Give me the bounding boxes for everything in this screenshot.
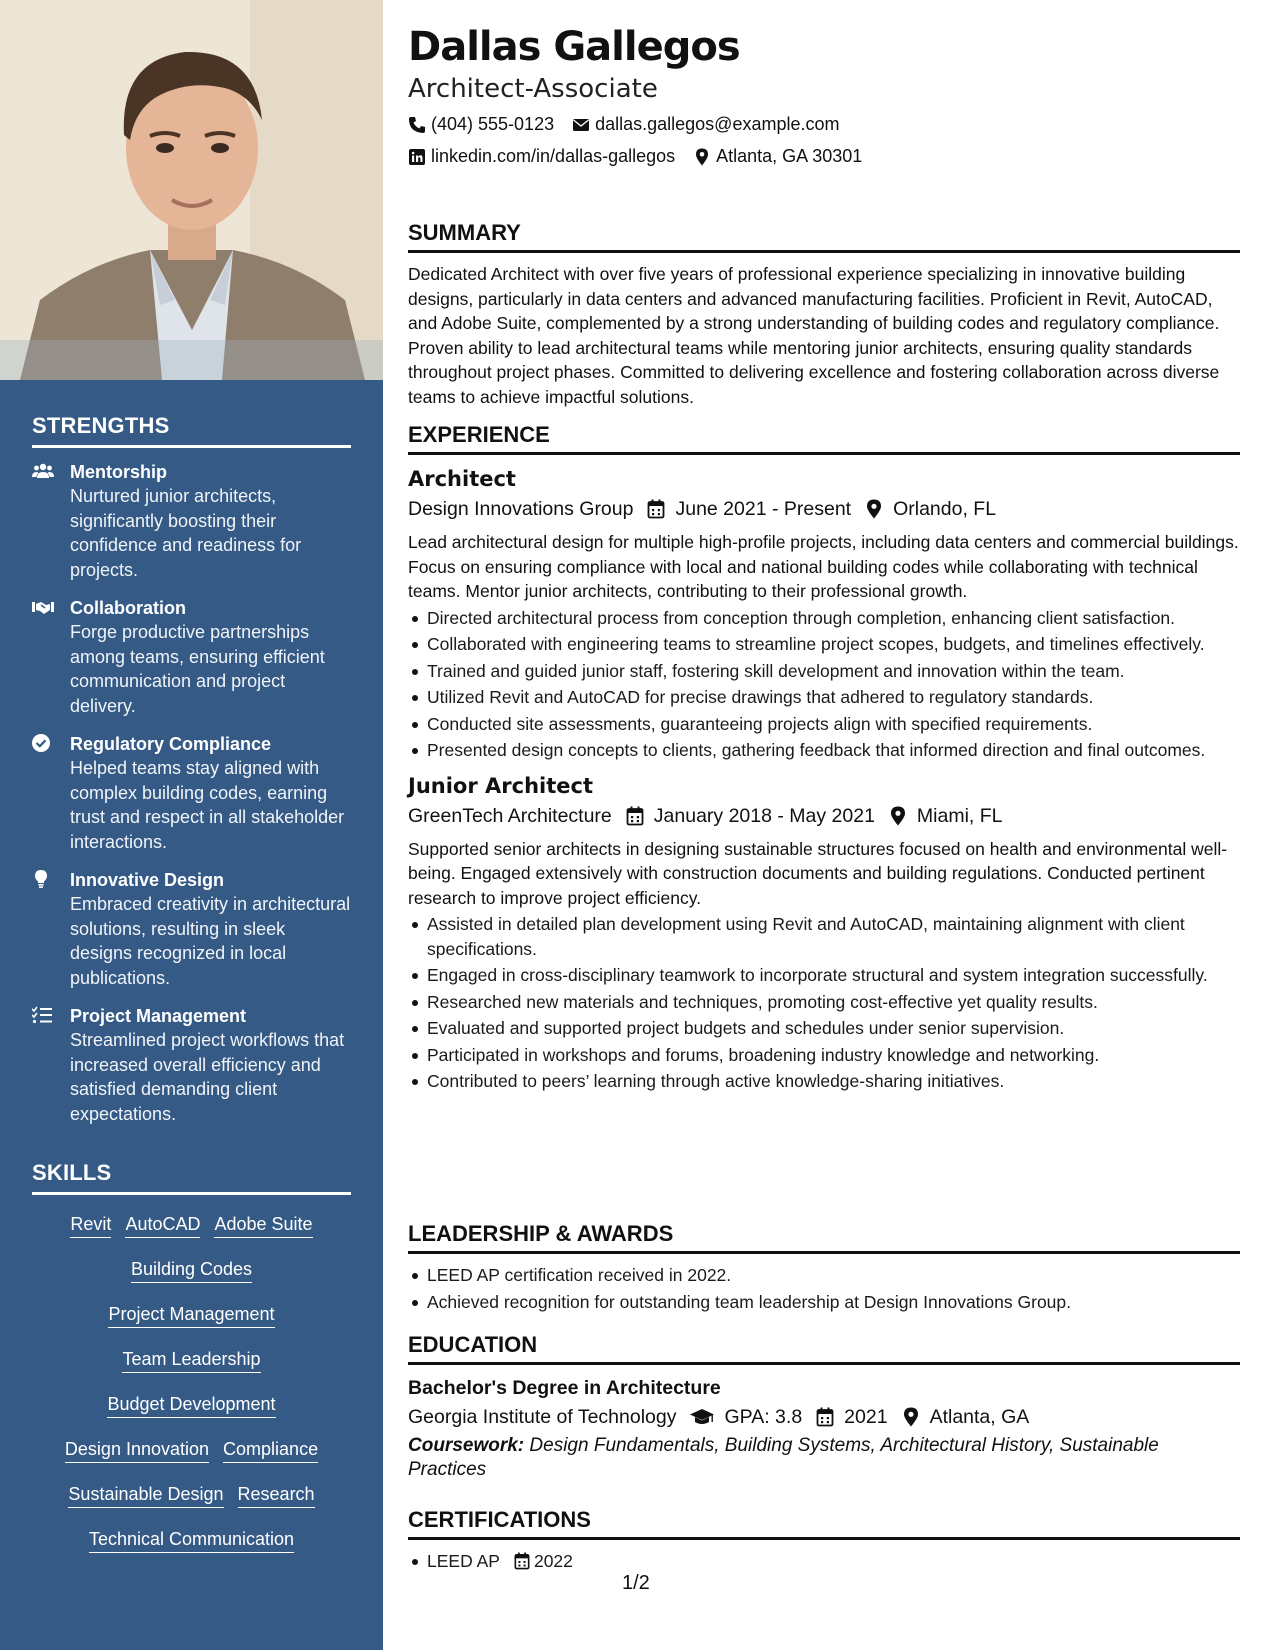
graduation-cap-icon (690, 1407, 714, 1427)
list-item: Collaborated with engineering teams to streamline project scopes, budgets, and timelines effectively. (408, 632, 1240, 657)
list-item: Researched new materials and techniques, promoting cost-effective yet quality results. (408, 990, 1240, 1015)
job-description: Lead architectural design for multiple high-profile projects, including data centers and commercial buildings. Focus on ensuring compliance with local and national building codes while collaborating with technical teams. Mentor junior architects, contributing to their professional growth. (408, 532, 1239, 601)
map-pin-icon (865, 499, 883, 519)
map-pin-icon (902, 1407, 920, 1427)
skill-tag: Compliance (223, 1436, 318, 1463)
skills-heading: SKILLS (32, 1160, 351, 1195)
skill-tag: Design Innovation (65, 1436, 209, 1463)
strengths-section (32, 413, 351, 1140)
certification-name: LEED AP (427, 1551, 500, 1571)
job-dates: January 2018 - May 2021 (653, 804, 875, 827)
skill-tag: Team Leadership (122, 1346, 260, 1373)
skill-tag: Sustainable Design (68, 1481, 223, 1508)
leadership-list (408, 1263, 1240, 1314)
users-icon (32, 460, 70, 582)
check-circle-icon (32, 732, 70, 854)
strength-item (32, 732, 351, 854)
job-meta (408, 494, 1240, 524)
strength-title: Collaboration (70, 598, 186, 618)
strength-title: Innovative Design (70, 870, 225, 890)
gpa-text: GPA: 3.8 (724, 1406, 803, 1428)
certifications-list (408, 1549, 1240, 1574)
skill-tag: Technical Communication (89, 1526, 294, 1553)
skill-tag: AutoCAD (125, 1211, 200, 1238)
strength-item (32, 460, 351, 582)
job-location-group (889, 801, 1003, 831)
job-bullets (408, 606, 1240, 763)
skill-tag: Research (238, 1481, 315, 1508)
list-item: Assisted in detailed plan development using Revit and AutoCAD, maintaining alignment with client specifications. (408, 912, 1240, 961)
skills-section (32, 1160, 351, 1571)
degree-title: Bachelor's Degree in Architecture (408, 1377, 721, 1399)
strength-description: Forge productive partnerships among teams, ensuring efficient communication and project delivery. (70, 622, 325, 716)
strength-description: Embraced creativity in architectural solutions, resulting in sleek designs recognized in local publications. (70, 894, 351, 988)
contact-phone (408, 114, 554, 135)
job-description: Supported senior architects in designing sustainable structures focused on health and environmental well-being. Engaged extensively with construction documents and building regulations. Conducted pertinent research to improve project efficiency. (408, 838, 1228, 908)
strength-title: Mentorship (70, 462, 167, 482)
list-item: Trained and guided junior staff, fostering skill development and innovation within the team. (408, 659, 1240, 684)
certification-year: 2022 (533, 1551, 573, 1571)
profile-photo (0, 0, 383, 380)
contact-row (408, 114, 858, 135)
skill-tag: Budget Development (107, 1391, 275, 1418)
job-location-group (865, 494, 996, 524)
job-bullets (408, 912, 1240, 1094)
job-dates-group (647, 494, 851, 524)
gpa-group (690, 1402, 802, 1432)
strengths-heading: STRENGTHS (32, 413, 351, 448)
linkedin-icon (408, 148, 426, 166)
skill-tag: Adobe Suite (214, 1211, 312, 1238)
lightbulb-icon (32, 868, 70, 990)
education-year: 2021 (844, 1406, 888, 1428)
education-year-group (816, 1402, 887, 1432)
skill-tag: Project Management (108, 1301, 274, 1328)
location-text: Atlanta, GA 30301 (716, 146, 863, 166)
job-location: Miami, FL (916, 804, 1003, 827)
summary-heading: SUMMARY (408, 220, 1240, 253)
list-item: Engaged in cross-disciplinary teamwork to incorporate structural and system integration successfully. (408, 963, 1240, 988)
job-dates: June 2021 - Present (675, 498, 852, 520)
envelope-icon (572, 116, 590, 134)
contact-linkedin[interactable] (408, 146, 675, 167)
experience-section (408, 422, 1240, 1096)
list-item: Evaluated and supported project budgets and schedules under senior supervision. (408, 1016, 1240, 1041)
strength-description: Helped teams stay aligned with complex building codes, earning trust and respect in all stakeholder interactions. (70, 758, 345, 852)
job-meta (408, 801, 1240, 831)
linkedin-text[interactable]: linkedin.com/in/dallas-gallegos (431, 146, 676, 166)
portrait-illustration (0, 0, 383, 380)
job-entry (408, 771, 1240, 1094)
list-item: LEED AP certification received in 2022. (408, 1263, 1240, 1288)
coursework-text: Design Fundamentals, Building Systems, Architectural History, Sustainable Practices (408, 1435, 1159, 1480)
strength-item (32, 596, 351, 718)
leadership-section (408, 1221, 1240, 1316)
education-location-group (902, 1402, 1030, 1432)
job-title: Architect (408, 467, 516, 491)
page-number: 1/2 (622, 1572, 650, 1594)
list-item: Directed architectural process from conception through completion, enhancing client satisfaction. (408, 606, 1240, 631)
sidebar (0, 0, 383, 1650)
candidate-title: Architect-Associate (408, 74, 658, 104)
contact-email[interactable] (572, 114, 839, 135)
strength-description: Nurtured junior architects, significantly boosting their confidence and readiness for projects. (70, 486, 302, 580)
contact-location (693, 146, 862, 167)
calendar-icon (514, 1552, 530, 1570)
summary-section (408, 220, 1240, 409)
calendar-icon (647, 499, 665, 519)
job-title: Junior Architect (408, 773, 593, 798)
certifications-section (408, 1507, 1240, 1576)
job-dates-group (626, 801, 875, 831)
calendar-icon (816, 1407, 834, 1427)
email-text[interactable]: dallas.gallegos@example.com (595, 114, 840, 134)
list-check-icon (32, 1004, 70, 1126)
education-meta (408, 1402, 1240, 1432)
map-pin-icon (693, 148, 711, 166)
coursework-label: Coursework: (408, 1435, 525, 1456)
skill-tag: Revit (70, 1211, 111, 1238)
leadership-heading: LEADERSHIP & AWARDS (408, 1221, 1240, 1254)
skill-tag: Building Codes (131, 1256, 252, 1283)
skills-list (32, 1211, 351, 1557)
strength-item (32, 868, 351, 990)
job-company: Design Innovations Group (408, 498, 634, 520)
list-item: Utilized Revit and AutoCAD for precise drawings that adhered to regulatory standards. (408, 685, 1240, 710)
summary-text: Dedicated Architect with over five years of professional experience specializing in innovative building designs, particularly in data centers and advanced manufacturing facilities. Proficient in Revit, AutoCAD, and Adobe Suite, complemented by a strong understanding of building codes and regulatory compliance. Proven ability to lead architectural teams while mentoring junior architects, ensuring quality standards throughout project phases. Committed to delivering excellence and fostering collaboration across diverse teams to achieve impactful solutions. (408, 264, 1220, 407)
list-item: Conducted site assessments, guaranteeing projects align with specified requirements. (408, 712, 1240, 737)
calendar-icon (626, 806, 644, 826)
list-item: Participated in workshops and forums, broadening industry knowledge and networking. (408, 1043, 1240, 1068)
contact-row (408, 146, 880, 167)
job-location: Orlando, FL (893, 498, 997, 520)
list-item: Presented design concepts to clients, gathering feedback that informed direction and final outcomes. (408, 738, 1240, 763)
school-name: Georgia Institute of Technology (408, 1406, 677, 1428)
strength-title: Regulatory Compliance (70, 734, 272, 754)
coursework (408, 1434, 1240, 1482)
education-heading: EDUCATION (408, 1332, 1240, 1365)
map-pin-icon (889, 806, 907, 826)
strength-description: Streamlined project workflows that increased overall efficiency and satisfied demanding client expectations. (70, 1030, 345, 1124)
phone-text: (404) 555-0123 (431, 114, 555, 134)
job-company: GreenTech Architecture (408, 804, 612, 827)
experience-heading: EXPERIENCE (408, 422, 1240, 455)
list-item: Achieved recognition for outstanding team leadership at Design Innovations Group. (408, 1290, 1240, 1315)
strength-item (32, 1004, 351, 1126)
strength-title: Project Management (70, 1006, 247, 1026)
education-section (408, 1332, 1240, 1482)
job-entry (408, 464, 1240, 763)
list-item: Contributed to peers’ learning through active knowledge-sharing initiatives. (408, 1069, 1240, 1094)
handshake-icon (32, 596, 70, 718)
list-item (408, 1549, 1240, 1574)
candidate-name: Dallas Gallegos (408, 24, 740, 70)
certifications-heading: CERTIFICATIONS (408, 1507, 1240, 1540)
education-location: Atlanta, GA (929, 1406, 1030, 1428)
phone-icon (408, 116, 426, 134)
